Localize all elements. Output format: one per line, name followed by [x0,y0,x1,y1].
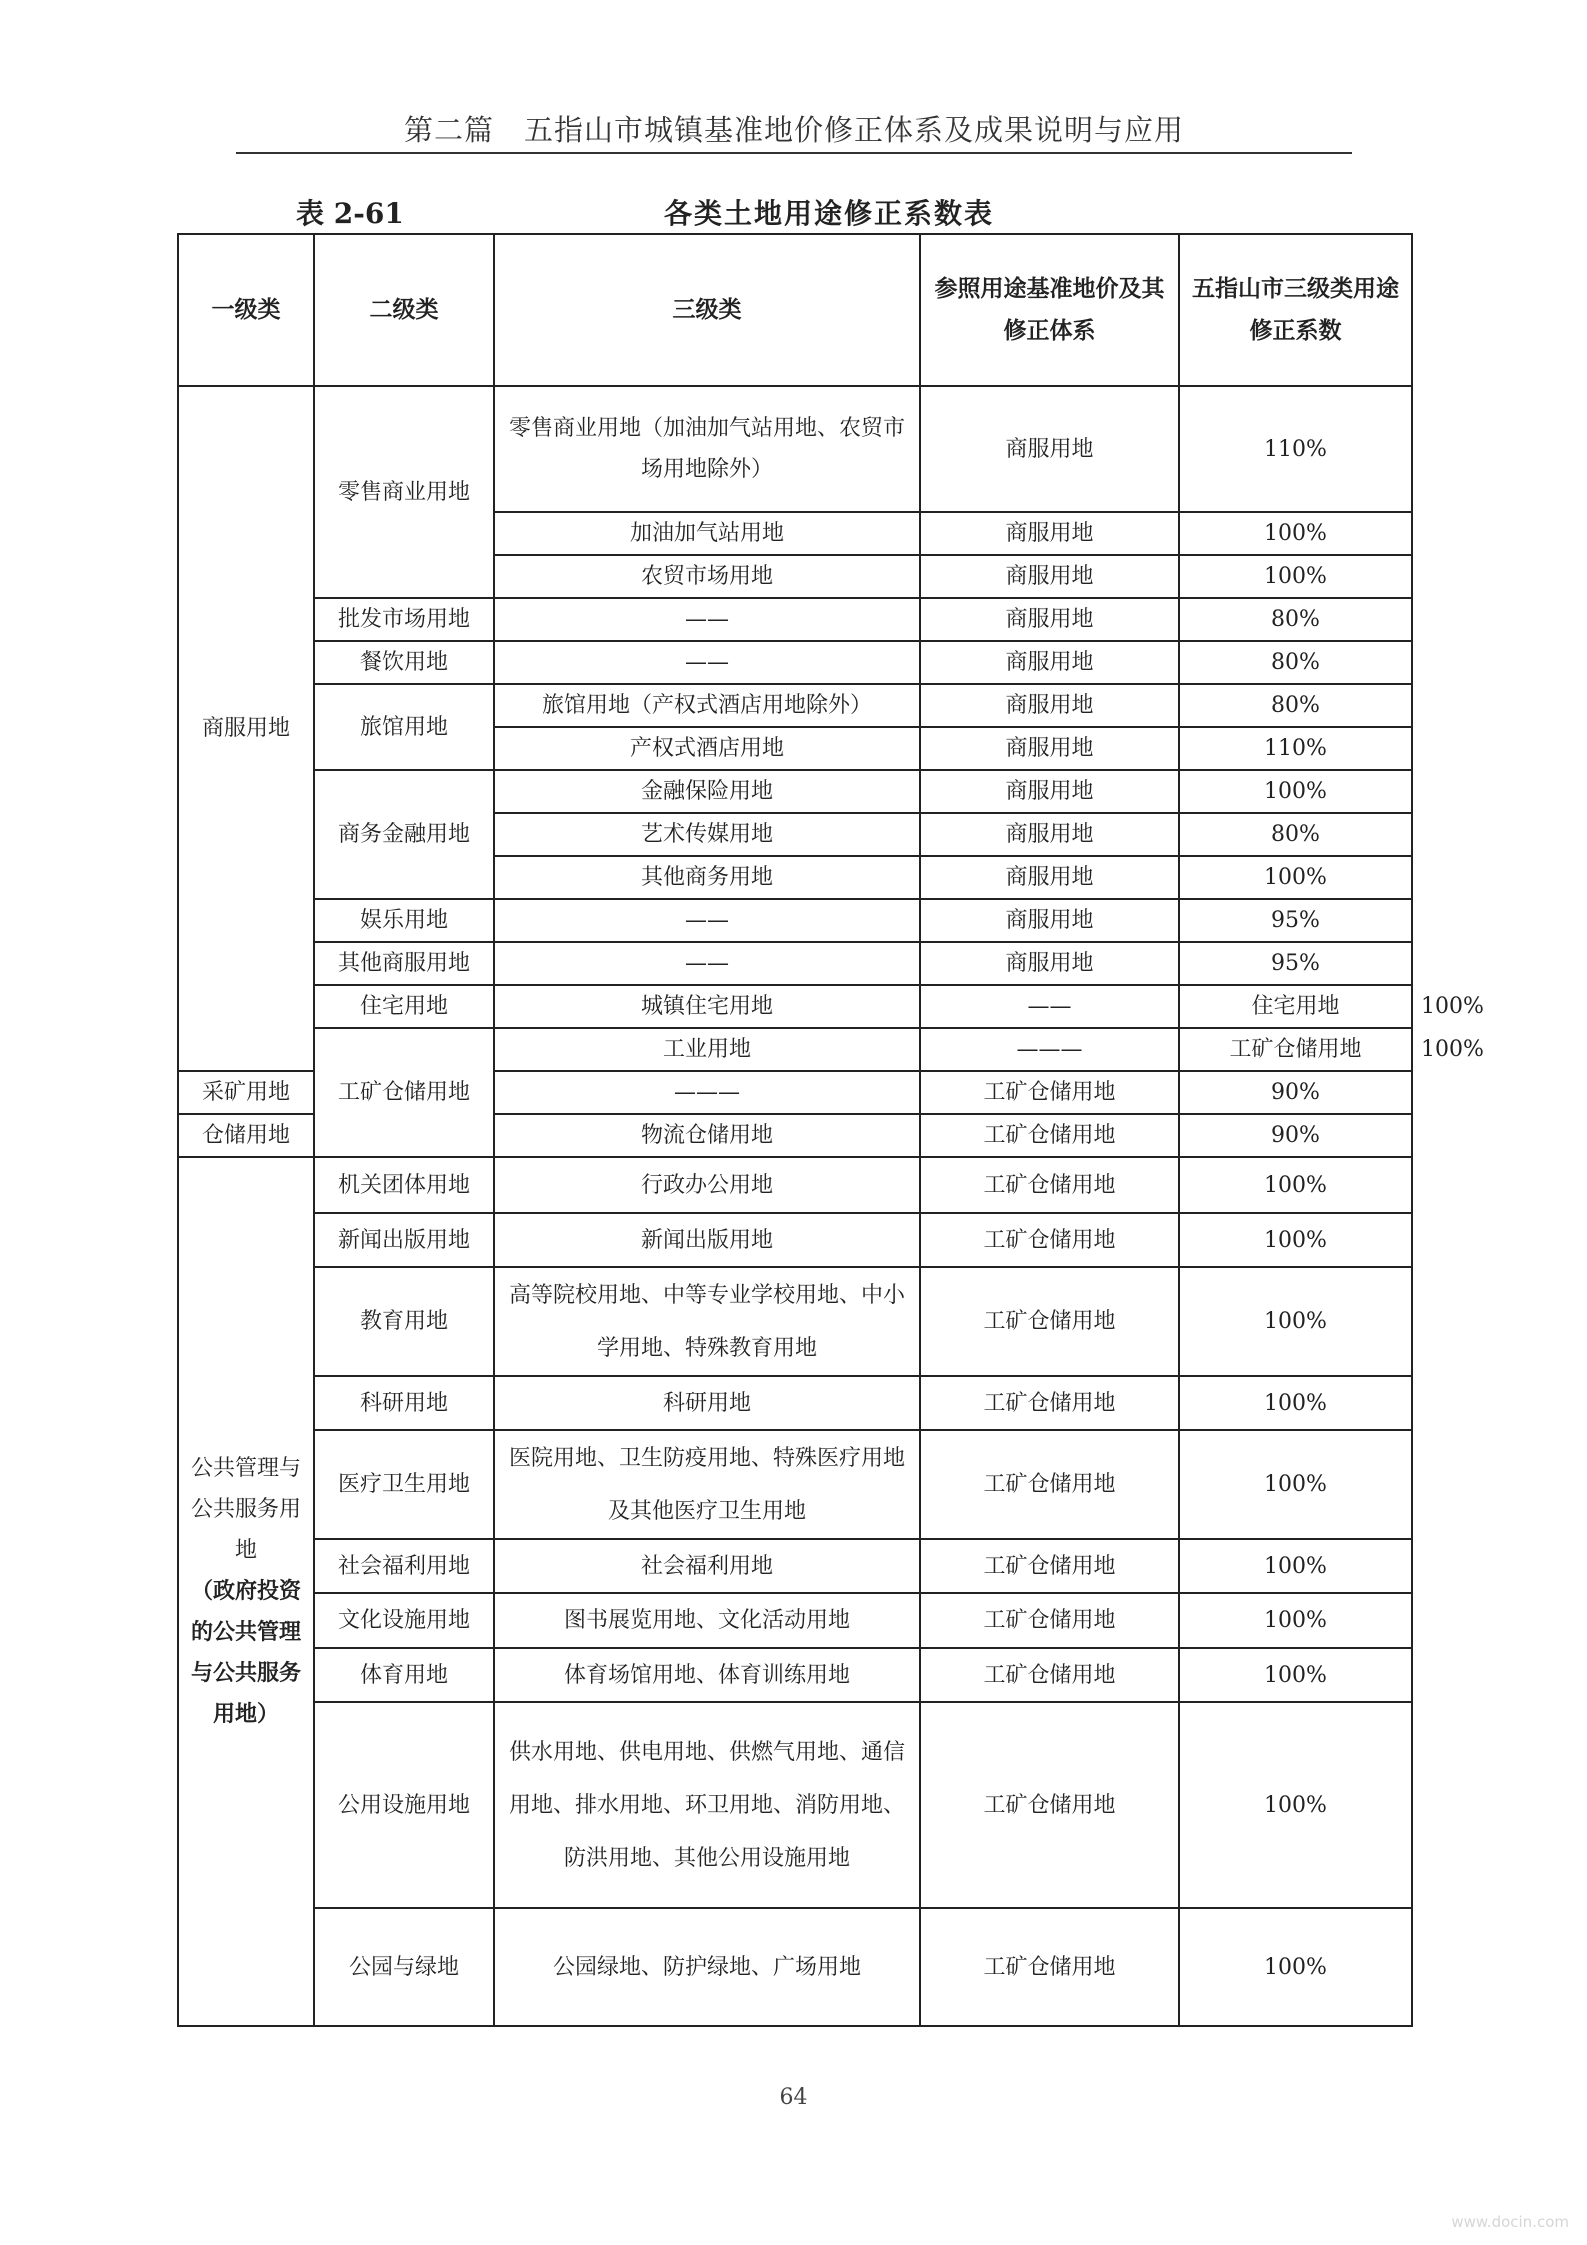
coefficient-cell: 100% [1179,1702,1412,1908]
level2-cell: 文化设施用地 [314,1593,494,1648]
level3-cell: 物流仓储用地 [494,1114,920,1157]
reference-cell: 商服用地 [920,856,1179,899]
coefficient-cell: 80% [1179,598,1412,641]
column-header-level1: 一级类 [178,234,314,386]
reference-cell: 商服用地 [920,598,1179,641]
level3-cell: 医院用地、卫生防疫用地、特殊医疗用地及其他医疗卫生用地 [494,1430,920,1539]
column-header-reference: 参照用途基准地价及其修正体系 [920,234,1179,386]
reference-cell: 商服用地 [920,899,1179,942]
coefficient-cell: 100% [1179,1539,1412,1593]
watermark: www.docin.com [1451,2213,1569,2231]
level1-cell: 住宅用地 [314,985,494,1028]
level2-cell: 教育用地 [314,1267,494,1376]
coefficient-cell: 100% [1179,1908,1412,2026]
level2-cell: 工业用地 [494,1028,920,1071]
level3-cell: ——— [920,1028,1179,1071]
table-row [178,1648,1412,1702]
level3-cell: 零售商业用地（加油加气站用地、农贸市场用地除外） [494,386,920,512]
reference-cell: 工矿仓储用地 [920,1157,1179,1213]
reference-cell: 工矿仓储用地 [920,1539,1179,1593]
level3-cell: —— [494,899,920,942]
table-row [178,598,1412,641]
reference-cell: 工矿仓储用地 [1179,1028,1412,1071]
coefficient-cell: 100% [1179,1430,1412,1539]
reference-cell: 工矿仓储用地 [920,1908,1179,2026]
level3-cell: 科研用地 [494,1376,920,1430]
reference-cell: 商服用地 [920,512,1179,555]
level3-cell: —— [494,598,920,641]
level3-cell: ——— [494,1071,920,1114]
reference-cell: 工矿仓储用地 [920,1648,1179,1702]
reference-cell: 商服用地 [920,942,1179,985]
table-row [178,899,1412,942]
coefficient-cell: 100% [1179,1648,1412,1702]
table-row: 工矿仓储用地 工业用地 ——— 工矿仓储用地 100% [178,1028,1412,1071]
column-header-level2: 二级类 [314,234,494,386]
level3-cell: 艺术传媒用地 [494,813,920,856]
coefficient-cell: 100% [1179,512,1412,555]
coefficient-cell: 100% [1179,1376,1412,1430]
level3-cell: 新闻出版用地 [494,1213,920,1267]
level2-cell: 公园与绿地 [314,1908,494,2026]
reference-cell: 工矿仓储用地 [920,1213,1179,1267]
page-number: 64 [779,2085,808,2110]
level1-cell: 商服用地 [178,386,314,1071]
level3-cell: 社会福利用地 [494,1539,920,1593]
table-title: 各类土地用途修正系数表 [664,197,995,230]
reference-cell: 商服用地 [920,813,1179,856]
reference-cell: 商服用地 [920,770,1179,813]
level2-cell: 零售商业用地 [314,386,494,598]
reference-cell: 商服用地 [920,386,1179,512]
reference-cell: 工矿仓储用地 [920,1071,1179,1114]
level3-cell: 图书展览用地、文化活动用地 [494,1593,920,1648]
level3-cell: —— [494,641,920,684]
table-row [178,684,1412,727]
table-row [178,770,1412,813]
level3-cell: 农贸市场用地 [494,555,920,598]
column-header-level3: 三级类 [494,234,920,386]
table-row [178,1267,1412,1376]
header-rule [236,152,1352,154]
table-header-row [178,234,1412,386]
level3-cell: 高等院校用地、中等专业学校用地、中小学用地、特殊教育用地 [494,1267,920,1376]
table-row [178,1539,1412,1593]
coefficient-cell: 90% [1179,1071,1412,1114]
level2-cell: 娱乐用地 [314,899,494,942]
level2-cell: 医疗卫生用地 [314,1430,494,1539]
table-row: 住宅用地 城镇住宅用地 —— 住宅用地 100% [178,985,1412,1028]
coefficient-cell: 100% [1179,770,1412,813]
page-header: 第二篇 五指山市城镇基准地价修正体系及成果说明与应用 [403,113,1184,147]
level2-cell: 其他商服用地 [314,942,494,985]
level2-cell: 社会福利用地 [314,1539,494,1593]
level2-cell: 体育用地 [314,1648,494,1702]
level3-cell: 产权式酒店用地 [494,727,920,770]
level3-cell: —— [494,942,920,985]
level2-cell: 批发市场用地 [314,598,494,641]
coefficient-cell: 100% [1179,1213,1412,1267]
table-row [178,641,1412,684]
reference-cell: 住宅用地 [1179,985,1412,1028]
coefficient-cell: 80% [1179,684,1412,727]
level1-public-label: 公共管理与公共服务用地 [190,1456,301,1563]
coefficient-cell: 90% [1179,1114,1412,1157]
level3-cell: 其他商务用地 [494,856,920,899]
coefficient-cell: 95% [1179,899,1412,942]
table-row [178,1430,1412,1539]
table-row [178,942,1412,985]
reference-cell: 工矿仓储用地 [920,1114,1179,1157]
level2-cell: 旅馆用地 [314,684,494,770]
level3-cell: 加油加气站用地 [494,512,920,555]
level1-public-note: （政府投资的公共管理与公共服务用地） [190,1578,301,1727]
level2-cell: 公用设施用地 [314,1702,494,1908]
level3-cell: 金融保险用地 [494,770,920,813]
reference-cell: 商服用地 [920,555,1179,598]
level3-cell: 公园绿地、防护绿地、广场用地 [494,1908,920,2026]
level2-cell: 城镇住宅用地 [494,985,920,1028]
level3-cell: 供水用地、供电用地、供燃气用地、通信用地、排水用地、环卫用地、消防用地、防洪用地、其他公用设施用地 [494,1702,920,1908]
coefficient-cell: 80% [1179,813,1412,856]
level2-cell: 科研用地 [314,1376,494,1430]
table-row [178,1908,1412,2026]
table-row [178,1213,1412,1267]
level2-cell: 餐饮用地 [314,641,494,684]
coefficient-cell: 100% [1179,856,1412,899]
table-row [178,1376,1412,1430]
level2-cell: 商务金融用地 [314,770,494,899]
level2-cell: 采矿用地 [178,1071,314,1114]
coefficient-cell: 100% [1179,1267,1412,1376]
level1-cell: 工矿仓储用地 [314,1028,494,1157]
coefficient-cell: 100% [1179,555,1412,598]
coefficient-cell: 110% [1179,727,1412,770]
level3-cell: —— [920,985,1179,1028]
coefficient-cell: 80% [1179,641,1412,684]
reference-cell: 商服用地 [920,684,1179,727]
level2-cell: 新闻出版用地 [314,1213,494,1267]
level3-cell: 行政办公用地 [494,1157,920,1213]
coefficient-cell: 100% [1179,1593,1412,1648]
coefficient-cell: 95% [1179,942,1412,985]
level3-cell: 体育场馆用地、体育训练用地 [494,1648,920,1702]
reference-cell: 工矿仓储用地 [920,1267,1179,1376]
reference-cell: 工矿仓储用地 [920,1593,1179,1648]
reference-cell: 工矿仓储用地 [920,1376,1179,1430]
reference-cell: 商服用地 [920,727,1179,770]
table-row [178,386,1412,512]
coefficient-cell: 110% [1179,386,1412,512]
reference-cell: 工矿仓储用地 [920,1430,1179,1539]
level3-cell: 旅馆用地（产权式酒店用地除外） [494,684,920,727]
level2-cell: 仓储用地 [178,1114,314,1157]
reference-cell: 商服用地 [920,641,1179,684]
table-row [178,1157,1412,1213]
coefficient-cell: 100% [1179,1157,1412,1213]
table-row [178,1593,1412,1648]
column-header-coefficient: 五指山市三级类用途修正系数 [1179,234,1412,386]
table-row [178,1702,1412,1908]
level2-cell: 机关团体用地 [314,1157,494,1213]
table-number: 表 2-61 [296,197,404,230]
reference-cell: 工矿仓储用地 [920,1702,1179,1908]
land-use-coefficient-table [177,233,1484,2027]
level1-cell [178,1157,314,2026]
